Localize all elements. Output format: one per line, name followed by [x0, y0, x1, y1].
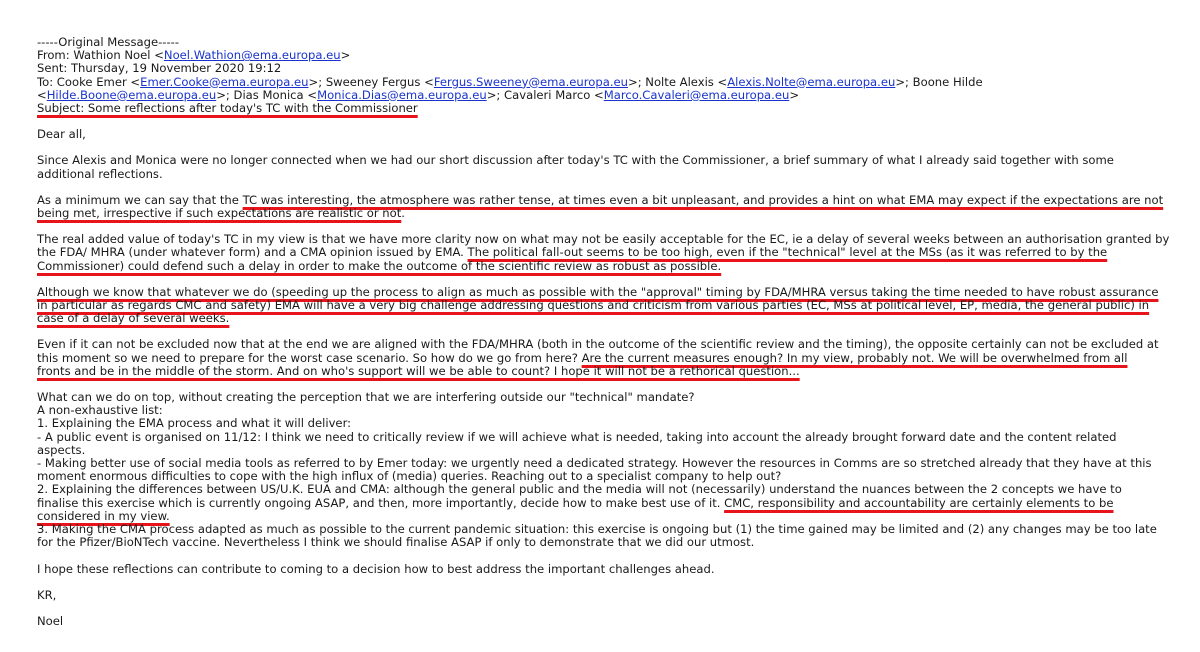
paragraph-line — [37, 312, 1177, 325]
list-item: 1. Explaining the EMA process and what it will deliver: — [37, 416, 352, 431]
list-item: - Making better use of social media tools as referred to by Emer today: we urgently need a dedicated strategy. However the resources in Comms are so stretched already that they have at this — [37, 456, 1152, 471]
highlighted-text: The political fall-out seems to be too high, even if the "technical" level at the MSs (as it was referred to by the — [467, 245, 1108, 260]
paragraph-line: What can we do on top, without creating the perception that we are interfering outside our "technical" mandate? — [37, 390, 695, 405]
recipient-email-link[interactable]: Alexis.Nolte@ema.europa.eu — [727, 74, 896, 89]
highlighted-text: considered in my view. — [37, 508, 170, 523]
paragraph-line: Even if it can not be excluded now that at the end we are aligned with the FDA/MHRA (both in the outcome of the scientific review and the timing), the opposite certainly can not be excluded at — [37, 337, 1159, 352]
highlighted-text: being met, irrespective if such expectations are realistic or not — [37, 206, 402, 221]
list-item: aspects. — [37, 442, 86, 457]
paragraph-line: Since Alexis and Monica were no longer connected when we had our short discussion after today's TC with the Commissioner, a brief summary of what I already said together with some — [37, 153, 1114, 168]
signature: Noel — [37, 613, 64, 628]
paragraph-line — [37, 365, 1177, 378]
highlighted-text: TC was interesting, the atmosphere was rather tense, at times even a bit unpleasant, and provides a hint on what EMA may expect if the expectations are not — [242, 192, 1164, 207]
paragraph-line: the FDA/ MHRA (under whatever form) and a CMA opinion issued by EMA. The political fall-out seems to be too high, even if the "technical" level at the MSs (as it was referred to by the — [37, 245, 1108, 260]
highlighted-text: Although we know that whatever we do (speeding up the process to align as much as possible with the "approval" timing by FDA/MHRA versus taking the time needed to have robust assurance — [37, 284, 1159, 299]
paragraph-line — [37, 260, 1177, 273]
closing-line: I hope these reflections can contribute to coming to a decision how to best address the important challenges ahead. — [37, 561, 715, 576]
list-item: finalise this exercise which is currently ongoing ASAP, and then, more importantly, decide how to make best use of it. CMC, responsibility and accountability are certainly elements to be — [37, 495, 1114, 510]
highlighted-text: Commissioner) could defend such a delay in order to make the outcome of the scientific review as robust as possible. — [37, 258, 722, 273]
list-item: 3. Making the CMA process adapted as much as possible to the current pandemic situation: this exercise is ongoing but (1) the time gained may be limited and (2) any changes may be too late — [37, 522, 1157, 537]
list-item: - A public event is organised on 11/12: I think we need to critically review if we will achieve what is needed, taking into account the already brought forward date and the content related — [37, 429, 1117, 444]
highlighted-text: Are the current measures enough? In my view, probably not. We will be overwhelmed from all — [581, 350, 1128, 365]
subject-line: Subject: Some reflections after today's TC with the Commissioner — [37, 101, 418, 116]
email-document — [37, 36, 1177, 628]
sent-line: Sent: Thursday, 19 November 2020 19:12 — [37, 61, 282, 76]
recipient-email-link[interactable]: Hilde.Boone@ema.europa.eu — [46, 87, 217, 102]
list-item: moment enormous difficulties to cope with the high influx of (media) queries. Reaching out to a specialist company to help out? — [37, 469, 782, 484]
highlighted-text: CMC, responsibility and accountability are certainly elements to be — [724, 495, 1114, 510]
recipient-email-link[interactable]: Fergus.Sweeney@ema.europa.eu — [433, 74, 628, 89]
paragraph-line: A non-exhaustive list: — [37, 403, 163, 418]
to-line: To: Cooke Emer <Emer.Cooke@ema.europa.eu>; Sweeney Fergus <Fergus.Sweeney@ema.europa.eu>; Nolte Alexis <Alexis.Nolte@ema.europa.eu>; Boone Hilde — [37, 74, 983, 89]
paragraph-line: this moment so we need to prepare for the worst case scenario. So how do we go from here? Are the current measures enough? In my view, probably not. We will be overwhelmed from all — [37, 350, 1128, 365]
list-item: 2. Explaining the differences between US/U.K. EUA and CMA: although the general public and the media will not (necessarily) understand the nuances between the 2 concepts we have to — [37, 482, 1122, 497]
original-message-marker: -----Original Message----- — [37, 35, 180, 49]
to-line-continued: <Hilde.Boone@ema.europa.eu>; Dias Monica <Monica.Dias@ema.europa.eu>; Cavaleri Marco <Marco.Cavaleri@ema.europa.eu> — [37, 87, 800, 102]
from-line: From: Wathion Noel <Noel.Wathion@ema.europa.eu> — [37, 48, 351, 63]
highlighted-text: case of a delay of several weeks. — [37, 311, 230, 326]
from-email-link[interactable]: Noel.Wathion@ema.europa.eu — [163, 48, 341, 63]
greeting: Dear all, — [37, 127, 86, 142]
sign-off: KR, — [37, 587, 57, 602]
paragraph-line: As a minimum we can say that the TC was interesting, the atmosphere was rather tense, at times even a bit unpleasant, and provides a hint on what EMA may expect if the expectations are not — [37, 192, 1164, 207]
paragraph-line: The real added value of today's TC in my view is that we have more clarity now on what may not be easily acceptable for the EC, ie a delay of several weeks between an authorisation granted by — [37, 232, 1170, 247]
paragraph-line: additional reflections. — [37, 166, 163, 181]
paragraph-line: being met, irrespective if such expectations are realistic or not. — [37, 206, 405, 221]
highlighted-text: fronts and be in the middle of the storm. And on who's support will we be able to count? I hope it will not be a rethorical question... — [37, 363, 800, 378]
list-item: for the Pfizer/BioNTech vaccine. Nevertheless I think we should finalise ASAP if only to demonstrate that we did our utmost. — [37, 535, 755, 550]
recipient-email-link[interactable]: Monica.Dias@ema.europa.eu — [317, 87, 487, 102]
highlighted-text: in particular as regards CMC and safety) EMA will have a very big challenge addressing questions and criticism from various parties (EC, MSs at political level, EP, media, the general public) in — [37, 298, 1150, 313]
recipient-email-link[interactable]: Emer.Cooke@ema.europa.eu — [140, 74, 309, 89]
recipient-email-link[interactable]: Marco.Cavaleri@ema.europa.eu — [603, 87, 790, 102]
